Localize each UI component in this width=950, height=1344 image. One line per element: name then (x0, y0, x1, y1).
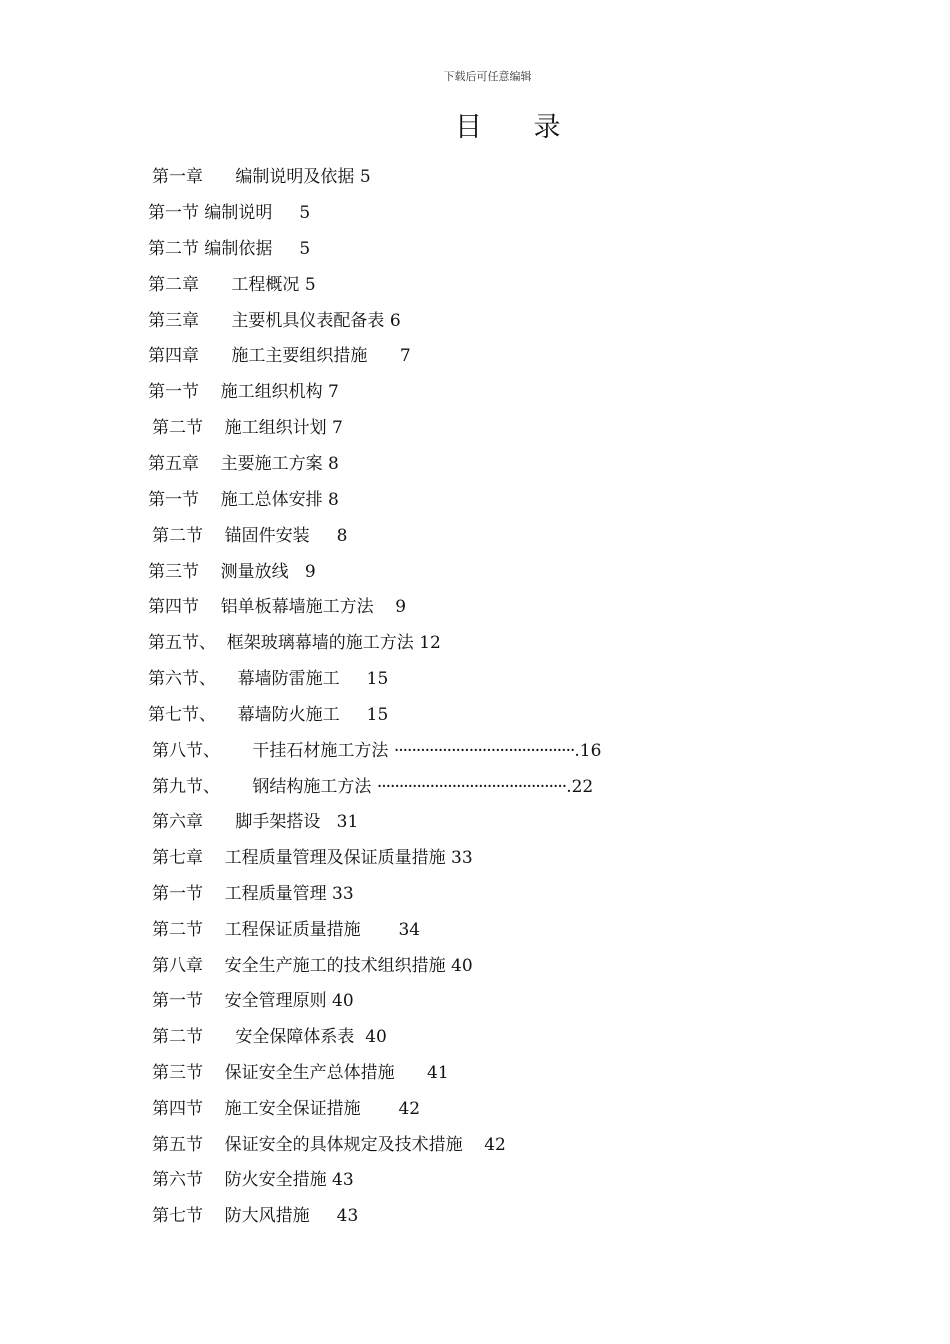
toc-entry-text: 第一节 编制说明 5 (148, 203, 311, 223)
toc-entry-page: .22 (566, 777, 594, 797)
toc-entry (148, 452, 339, 476)
toc-entry (152, 989, 354, 1013)
toc-entry-leader-dots: ··········································· (376, 777, 567, 797)
toc-entry (152, 739, 601, 763)
toc-entry-text: 第二章 工程概况 5 (148, 275, 316, 295)
toc-entry (152, 1133, 506, 1157)
toc-entry-text: 第七节 防大风措施 43 (152, 1206, 359, 1226)
toc-entry (152, 1097, 420, 1121)
toc-entry-text: 第一章 编制说明及依据 5 (152, 167, 371, 187)
toc-entry-text: 第六节、 幕墙防雷施工 15 (148, 669, 389, 689)
toc-entry (148, 344, 411, 368)
toc-entry-text: 第一节 施工总体安排 8 (148, 490, 339, 510)
toc-entry-text: 第一节 施工组织机构 7 (148, 382, 339, 402)
toc-entry (148, 309, 401, 333)
toc-entry (148, 595, 406, 619)
toc-entry (152, 1025, 387, 1049)
toc-entry (152, 846, 473, 870)
toc-entry-leader-dots: ········································· (393, 741, 575, 761)
toc-entry (148, 703, 388, 727)
toc-entry-text: 第三章 主要机具仪表配备表 6 (148, 311, 401, 331)
toc-entry (152, 775, 593, 799)
toc-entry (152, 1168, 354, 1192)
toc-entry (152, 1061, 449, 1085)
toc-entry (152, 1204, 358, 1228)
toc-entry (152, 524, 347, 548)
toc-entry (152, 165, 371, 189)
toc-entry-text: 第四节 铝单板幕墙施工方法 9 (148, 597, 407, 617)
toc-entry (152, 882, 354, 906)
toc-entry-text: 第二节 工程保证质量措施 34 (152, 920, 421, 940)
toc-entry-text: 第二节 锚固件安装 8 (152, 526, 348, 546)
toc-title: 目 录 (455, 112, 561, 143)
toc-entry-text: 第二节 安全保障体系表 40 (152, 1027, 387, 1047)
toc-entry-text: 第六节 防火安全措施 43 (152, 1170, 354, 1190)
toc-entry-text: 第五节、 框架玻璃幕墙的施工方法 12 (148, 633, 441, 653)
toc-entry (148, 201, 310, 225)
toc-entry (152, 954, 473, 978)
page-header-note: 下载后可任意编辑 (443, 70, 532, 83)
toc-entry-text: 第三节 测量放线 9 (148, 562, 316, 582)
toc-entry-text: 第一节 工程质量管理 33 (152, 884, 354, 904)
toc-entry-text: 第一节 安全管理原则 40 (152, 991, 354, 1011)
toc-entry (152, 918, 420, 942)
toc-entry-text: 第七节、 幕墙防火施工 15 (148, 705, 389, 725)
toc-entry-text: 第四章 施工主要组织措施 7 (148, 346, 411, 366)
toc-entry-text: 第五节 保证安全的具体规定及技术措施 42 (152, 1135, 506, 1155)
toc-entry-text: 第六章 脚手架搭设 31 (152, 812, 359, 832)
toc-entry-text: 第八节、 干挂石材施工方法 (152, 741, 394, 761)
toc-entry-text: 第三节 保证安全生产总体措施 41 (152, 1063, 449, 1083)
toc-entry-text: 第八章 安全生产施工的技术组织措施 40 (152, 956, 473, 976)
toc-entry (148, 380, 339, 404)
toc-entry (148, 488, 339, 512)
toc-entry-text: 第七章 工程质量管理及保证质量措施 33 (152, 848, 473, 868)
toc-entry-text: 第二节 编制依据 5 (148, 239, 311, 259)
toc-entry (148, 667, 388, 691)
toc-entry (152, 810, 358, 834)
toc-entry-page: .16 (574, 741, 602, 761)
toc-entry (148, 273, 316, 297)
toc-entry-text: 第五章 主要施工方案 8 (148, 454, 339, 474)
toc-entry-text: 第二节 施工组织计划 7 (152, 418, 343, 438)
toc-entry (148, 237, 310, 261)
toc-entry-text: 第四节 施工安全保证措施 42 (152, 1099, 421, 1119)
toc-entry (148, 560, 316, 584)
toc-entry (152, 416, 343, 440)
toc-entry-text: 第九节、 钢结构施工方法 (152, 777, 377, 797)
toc-entry (148, 631, 441, 655)
